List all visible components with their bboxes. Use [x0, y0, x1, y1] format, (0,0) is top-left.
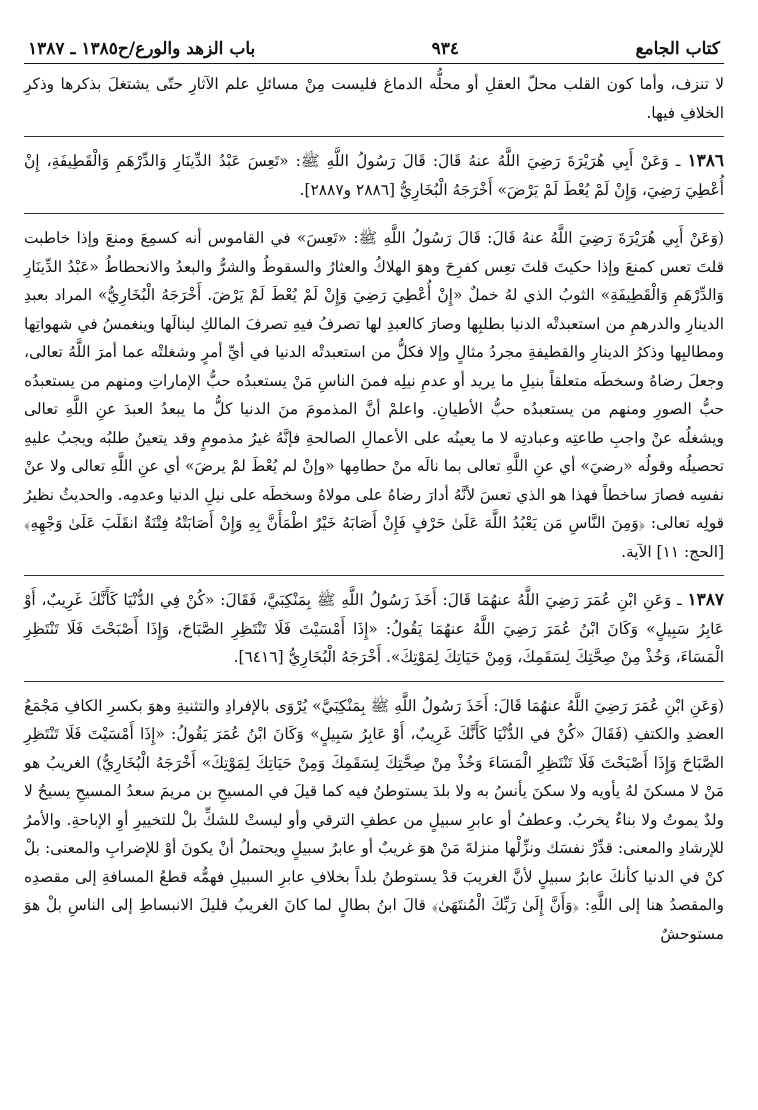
section-title: باب الزهد والورع/ح١٣٨٥ ـ ١٣٨٧: [28, 39, 256, 59]
divider: [24, 681, 724, 682]
hadith-1387: [24, 586, 724, 672]
page-header: [24, 22, 724, 64]
commentary-text: (وَعَنْ أَبِي هُرَيْرَةَ رَضِيَ اللَّهُ عنهُ قَالَ: قَالَ رَسُولُ اللَّهِ ﷺ: «تَعِسَ» في القاموس أنه كسمِعَ ومنعَ وإذا خاطبت قلتَ تعس كمنعَ وإذا حكيتَ قلتَ تعِس كفرِحَ وهوَ الهلاكُ والعثارُ والسقوطُ والشرُّ والبعدُ والانحطاطُ «عَبْدُ الدِّينَارِ وَالدِّرْهَمِ وَالْقَطِيفَةِ» الثوبُ الذي لهُ خملٌ «إِنْ أُعْطِيَ رَضِيَ وَإِنْ لَمْ يُعْطَ لَمْ يَرْضَ. أَخْرَجَهُ الْبُخَارِيُّ» المراد بعبدِ الدينارِ والدرهمِ من استعبدتْه الدنيا بطلبِها وصارَ كالعبدِ لها تصرفُ فيهِ تصرفَ المالكِ لينالَها وينغمسُ في شهواتِها ومطالبِها وذكرُ الدينارِ والقطيفةِ مجردُ مثالٍ وإلا فكلُّ من استعبدتْه الدنيا في أيِّ أمرٍ وشغلتْه عما أمرَ اللَّهُ تعالى، وجعلَ رضاهُ وسخطَه متعلقاً بنيلِ ما يريد أو عدمِ نيلِه فمنَ الناسِ مَنْ يستعبدُه حبُّ الإماراتِ ومنهم من يستعبدُه حبُّ الصورِ ومنهم من يستعبدُه حبُّ الأطيانِ. واعلمْ أنَّ المذمومَ منَ الدنيا كلُّ ما يبعدُ العبدَ عنِ اللَّهِ تعالى ويشغلُه عنْ واجبِ طاعتِه وعبادتِه لا ما يعينُه على الأعمالِ الصالحةِ فإنَّهُ غيرُ مذمومٍ وقد يتعينُ طلبُه ويجبُ عليهِ تحصيلُه وقولُه «رضيَ» أي عنِ اللَّهِ تعالى بما نالَه منْ حطامِها «وإنْ لم يُعْطَ لمْ يرضَ» أي عنِ اللَّهِ تعالى ولا عنْ نفسِه فصارَ ساخطاً فهذا هو الذي تعسَ لأنَّهُ أدارَ رضاهُ على مولاهُ وسخطَه على نيلِ الدنيا وعدمِه. والحديثُ نظيرُ قولِه تعالى: ﴿وَمِنَ النَّاسِ مَن يَعْبُدُ اللَّهَ عَلَىٰ حَرْفٍ فَإِنْ أَصَابَهُ خَيْرٌ اطْمَأَنَّ بِهِ وَإِنْ أَصَابَتْهُ فِتْنَةٌ انقَلَبَ عَلَىٰ وَجْهِهِ﴾ [الحج: ١١] الآية.: [24, 229, 724, 561]
divider: [24, 575, 724, 576]
divider: [24, 213, 724, 214]
page-number: ٩٣٤: [431, 39, 460, 59]
hadith-number: ١٣٨٦: [687, 151, 724, 171]
page-body: [24, 70, 724, 948]
commentary-text: (وَعَنِ ابْنِ عُمَرَ رَضِيَ اللَّهُ عنهُمَا قَالَ: أَخَذَ رَسُولُ اللَّهِ ﷺ بِمَنْكِبَيَّ» يُرْوَى بالإفرادِ والتثنيةِ وهوَ بكسرِ الكافِ مَجْمَعُ العضدِ والكتفِ (فَقَالَ «كُنْ في الدُّنْيَا كَأَنَّكَ غَرِيبٌ، أَوْ عَابِرُ سَبِيلٍ» وَكَانَ ابْنُ عُمَرَ يَقُولُ: «إِذَا أَمْسَيْتَ فَلَا تَنْتَظِرِ الصَّبَاحَ وَإِذَا أَصْبَحْتَ فَلَا تَنْتَظِرِ الْمَسَاءَ وَخُذْ مِنْ صِحَّتِكَ لِسَقَمِكَ وَمِنْ حَيَاتِكَ لِمَوْتِكَ» أَخْرَجَهُ الْبُخَارِيُّ) الغريبُ هو مَنْ لا مسكنَ لهُ يأويه ولا سكنَ يأنسُ به ولا بلدَ يستوطنُ فيه كما قيلَ في المسيحِ بن مريمَ سعدُ المسيحِ يسيحُ لا ولدٌ يموتُ ولا بناءٌ يخربُ. وعطفُ أو عابرِ سبيلٍ من عطفِ الترقي وأو ليستْ للشكِّ بلْ للتخييرِ أوِ الإباحةِ. والأمرُ للإرشادِ والمعنى: قدِّرْ نفسَك ونزِّلْها منزلةَ مَنْ هوَ غريبٌ أو عابرُ سبيلٍ ويحتملُ أنْ يكونَ أوْ للإضرابِ والمعنى: بلْ كنْ في الدنيا كأنكَ عابرُ سبيلٍ لأنَّ الغريبَ قدْ يستوطنُ بلداً بخلافِ عابرِ السبيلِ فهمُّه قطعُ المسافةِ إلى مقصدِه والمقصدُ هنا إلى اللَّهِ: ﴿وَأَنَّ إِلَىٰ رَبِّكَ الْمُنتَهَىٰ﴾ قالَ ابنُ بطالٍ لما كانَ الغريبُ قليلَ الانبساطِ إلى الناسِ بلْ هوَ مستوحشٌ: [24, 696, 724, 943]
hadith-1386: [24, 147, 724, 204]
paragraph-text: لا تنزف، وأما كون القلب محلّ العقلِ أو محلُّه الدماغ فليست مِنْ مسائلِ علم الآثارِ حتّى يشتغلَ بذكرها وذكرِ الخلافِ فيها.: [24, 75, 724, 122]
commentary-1386: [24, 224, 724, 566]
commentary-1387: [24, 692, 724, 949]
paragraph: [24, 70, 724, 127]
divider: [24, 136, 724, 137]
hadith-text: ـ وَعَنِ ابْنِ عُمَرَ رَضِيَ اللَّهُ عنهُمَا قَالَ: أَخَذَ رَسُولُ اللَّهِ ﷺ بِمَنْكِبَيَّ، فَقَالَ: «كُنْ فِي الدُّنْيَا كَأَنَّكَ غَرِيبٌ، أَوْ عَابِرُ سَبِيلٍ» وَكَانَ ابْنُ عُمَرَ رَضِيَ اللَّهُ عنهُمَا يَقُولُ: «إِذَا أَمْسَيْتَ فَلَا تَنْتَظِرِ الصَّبَاحَ، وَإِذَا أَصْبَحْتَ فَلَا تَنْتَظِرِ الْمَسَاءَ، وَخُذْ مِنْ صِحَّتِكَ لِسَقَمِكَ، وَمِنْ حَيَاتِكَ لِمَوْتِكَ». أَخْرَجَهُ الْبُخَارِيُّ [٦٤١٦].: [24, 591, 724, 666]
hadith-number: ١٣٨٧: [687, 590, 724, 610]
hadith-text: ـ وَعَنْ أَبِي هُرَيْرَةَ رَضِيَ اللَّهُ عنهُ قَالَ: قَالَ رَسُولُ اللَّهِ ﷺ: «تَعِسَ عَبْدُ الدِّينَارِ وَالدِّرْهَمِ وَالْقَطِيفَةِ، إِنْ أُعْطِيَ رَضِيَ، وَإِنْ لَمْ يُعْطَ لَمْ يَرْضَ» أَخْرَجَهُ الْبُخَارِيُّ [٢٨٨٦ و٢٨٨٧].: [24, 152, 724, 199]
book-title: كتاب الجامع: [635, 39, 720, 59]
